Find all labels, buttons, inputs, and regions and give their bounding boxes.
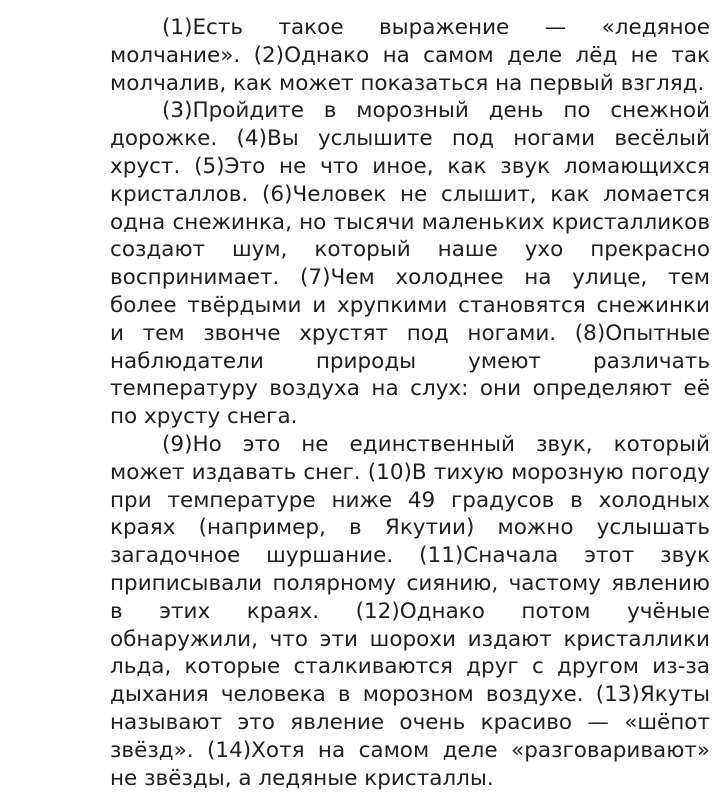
- paragraph-1: [110, 14, 710, 97]
- sentence-7: (7)Чем холоднее на улице, тем более твёрдыми и хрупкими становятся снежинки и тем звонче хрустят под ногами.: [110, 265, 710, 346]
- sentence-14: (14)Хотя на самом деле «разговаривают» не звёзды, а ледяные кристаллы.: [110, 737, 710, 791]
- sentence-10: (10)В тихую морозную погоду при температуре ниже 49 градусов в холодных краях (например, в Якутии) можно услышать загадочное шуршание.: [110, 459, 710, 569]
- sentence-11: (11)Сначала этот звук приписывали полярному сиянию, частому явлению в этих краях.: [110, 543, 710, 624]
- sentence-2: (2)Однако на самом деле лёд не так молчалив, как может показаться на первый взгляд.: [110, 42, 710, 96]
- sentence-4: (4)Вы услышите под ногами весёлый хруст.: [110, 126, 710, 179]
- sentence-5: (5)Это не что иное, как звук ломающихся кристаллов.: [110, 153, 710, 207]
- sentence-6: (6)Человек не слышит, как ломается одна снежинка, но тысячи маленьких кристалликов создают шум, который наше ухо прекрасно воспринимает.: [110, 181, 710, 291]
- sentence-1: (1)Есть такое выражение — «ледяное молчание».: [110, 15, 710, 68]
- sentence-13: (13)Якуты называют это явление очень красиво — «шёпот звёзд».: [110, 682, 710, 763]
- sentence-8: (8)Опытные наблюдатели природы умеют различать температуру воздуха на слух: они определяют её по хрусту снега.: [110, 320, 710, 430]
- sentence-12: (12)Однако потом учёные обнаружили, что эти шорохи издают кристаллики льда, которые сталкиваются друг с другом из-за дыхания человека в морозном воздухе.: [110, 598, 710, 708]
- sentence-9: (9)Но это не единственный звук, который может издавать снег.: [110, 431, 710, 485]
- paragraph-2: [110, 97, 710, 431]
- paragraph-3: [110, 431, 710, 792]
- sentence-3: (3)Пройдите в морозный день по снежной дорожке.: [110, 98, 710, 152]
